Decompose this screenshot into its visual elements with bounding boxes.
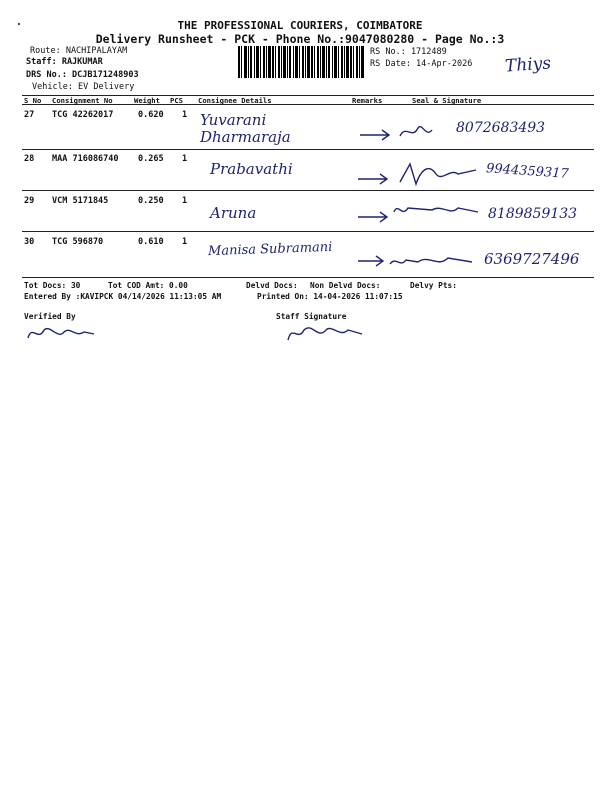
non-delivered-docs: Non Delvd Docs: — [310, 281, 381, 290]
staff-signature-label: Staff Signature — [276, 312, 347, 321]
col-consignment: Consignment No — [52, 96, 113, 105]
row-pcs: 1 — [182, 154, 188, 164]
row-sno: 30 — [24, 237, 35, 247]
row-consignment: MAA 716086740 — [52, 154, 119, 164]
remark-arrow-icon — [356, 254, 388, 268]
route-label: Route: NACHIPALAYAM — [30, 46, 128, 56]
handwritten-corner-note: Thiys — [504, 53, 552, 77]
delivered-docs: Delvd Docs: — [246, 281, 298, 290]
row-sno: 27 — [24, 110, 35, 120]
staff-label: Staff: RAJKUMAR — [26, 57, 103, 67]
row-consignee-handwritten: Manisa Subramani — [207, 239, 333, 260]
vehicle-label: Vehicle: EV Delivery — [32, 82, 135, 92]
rs-date: RS Date: 14-Apr-2026 — [370, 59, 473, 69]
rs-info — [370, 46, 472, 70]
drs-label: DRS No.: DCJB171248903 — [26, 70, 139, 80]
row-sno: 28 — [24, 154, 35, 164]
row-pcs: 1 — [182, 110, 188, 120]
delivery-points: Delvy Pts: — [410, 281, 457, 290]
row-weight: 0.610 — [138, 237, 164, 247]
entered-by: Entered By :KAVIPCK 04/14/2026 11:13:05 AM — [24, 292, 222, 301]
verified-by-label: Verified By — [24, 312, 76, 321]
runsheet-subtitle: Delivery Runsheet - PCK - Phone No.:9047080280 - Page No.:3 — [95, 32, 505, 46]
row-divider — [22, 149, 594, 150]
staff-signature-scribble — [284, 318, 364, 346]
row-consignee-handwritten: Aruna — [210, 204, 257, 222]
printed-on: Printed On: 14-04-2026 11:07:15 — [257, 292, 403, 301]
row-sno: 29 — [24, 196, 35, 206]
col-weight: Weight — [134, 96, 160, 105]
remark-arrow-icon — [356, 172, 392, 186]
recipient-signature-scribble — [398, 154, 480, 188]
row-seal-phone: 8072683493 — [456, 120, 546, 136]
col-sno: S No — [24, 96, 42, 105]
recipient-signature-scribble — [398, 118, 438, 142]
col-consignee: Consignee Details — [198, 96, 272, 105]
col-remarks: Remarks — [352, 96, 383, 105]
row-seal-phone: 6369727496 — [484, 250, 580, 268]
row-consignee-handwritten: Yuvarani Dharmaraja — [200, 111, 291, 146]
row-pcs: 1 — [182, 196, 188, 206]
row-consignee-handwritten: Prabavathi — [210, 160, 293, 178]
company-title: THE PROFESSIONAL COURIERS, COIMBATORE — [177, 19, 423, 32]
col-seal: Seal & Signature — [412, 96, 482, 105]
remark-arrow-icon — [356, 210, 392, 224]
row-weight: 0.250 — [138, 196, 164, 206]
recipient-signature-scribble — [388, 248, 478, 272]
row-divider — [22, 190, 594, 191]
rs-number: RS No.: 1712489 — [370, 47, 447, 57]
row-consignment: TCG 42262017 — [52, 110, 114, 120]
recipient-signature-scribble — [392, 198, 482, 222]
row-pcs: 1 — [182, 237, 188, 247]
row-seal-phone: 8189859133 — [488, 206, 578, 222]
total-docs: Tot Docs: 30 — [24, 281, 81, 290]
row-weight: 0.265 — [138, 154, 164, 164]
col-pcs: PCS — [170, 96, 183, 105]
row-seal-phone: 9944359317 — [485, 161, 570, 182]
row-divider — [22, 231, 594, 232]
table-bottom-rule — [22, 277, 594, 278]
remark-arrow-icon — [358, 128, 394, 142]
row-weight: 0.620 — [138, 110, 164, 120]
total-cod-amount: Tot COD Amt: 0.00 — [108, 281, 188, 290]
verifier-signature-scribble — [24, 320, 98, 344]
row-consignment: TCG 596870 — [52, 237, 104, 247]
barcode-image — [238, 46, 366, 78]
row-consignment: VCM 5171845 — [52, 196, 109, 206]
